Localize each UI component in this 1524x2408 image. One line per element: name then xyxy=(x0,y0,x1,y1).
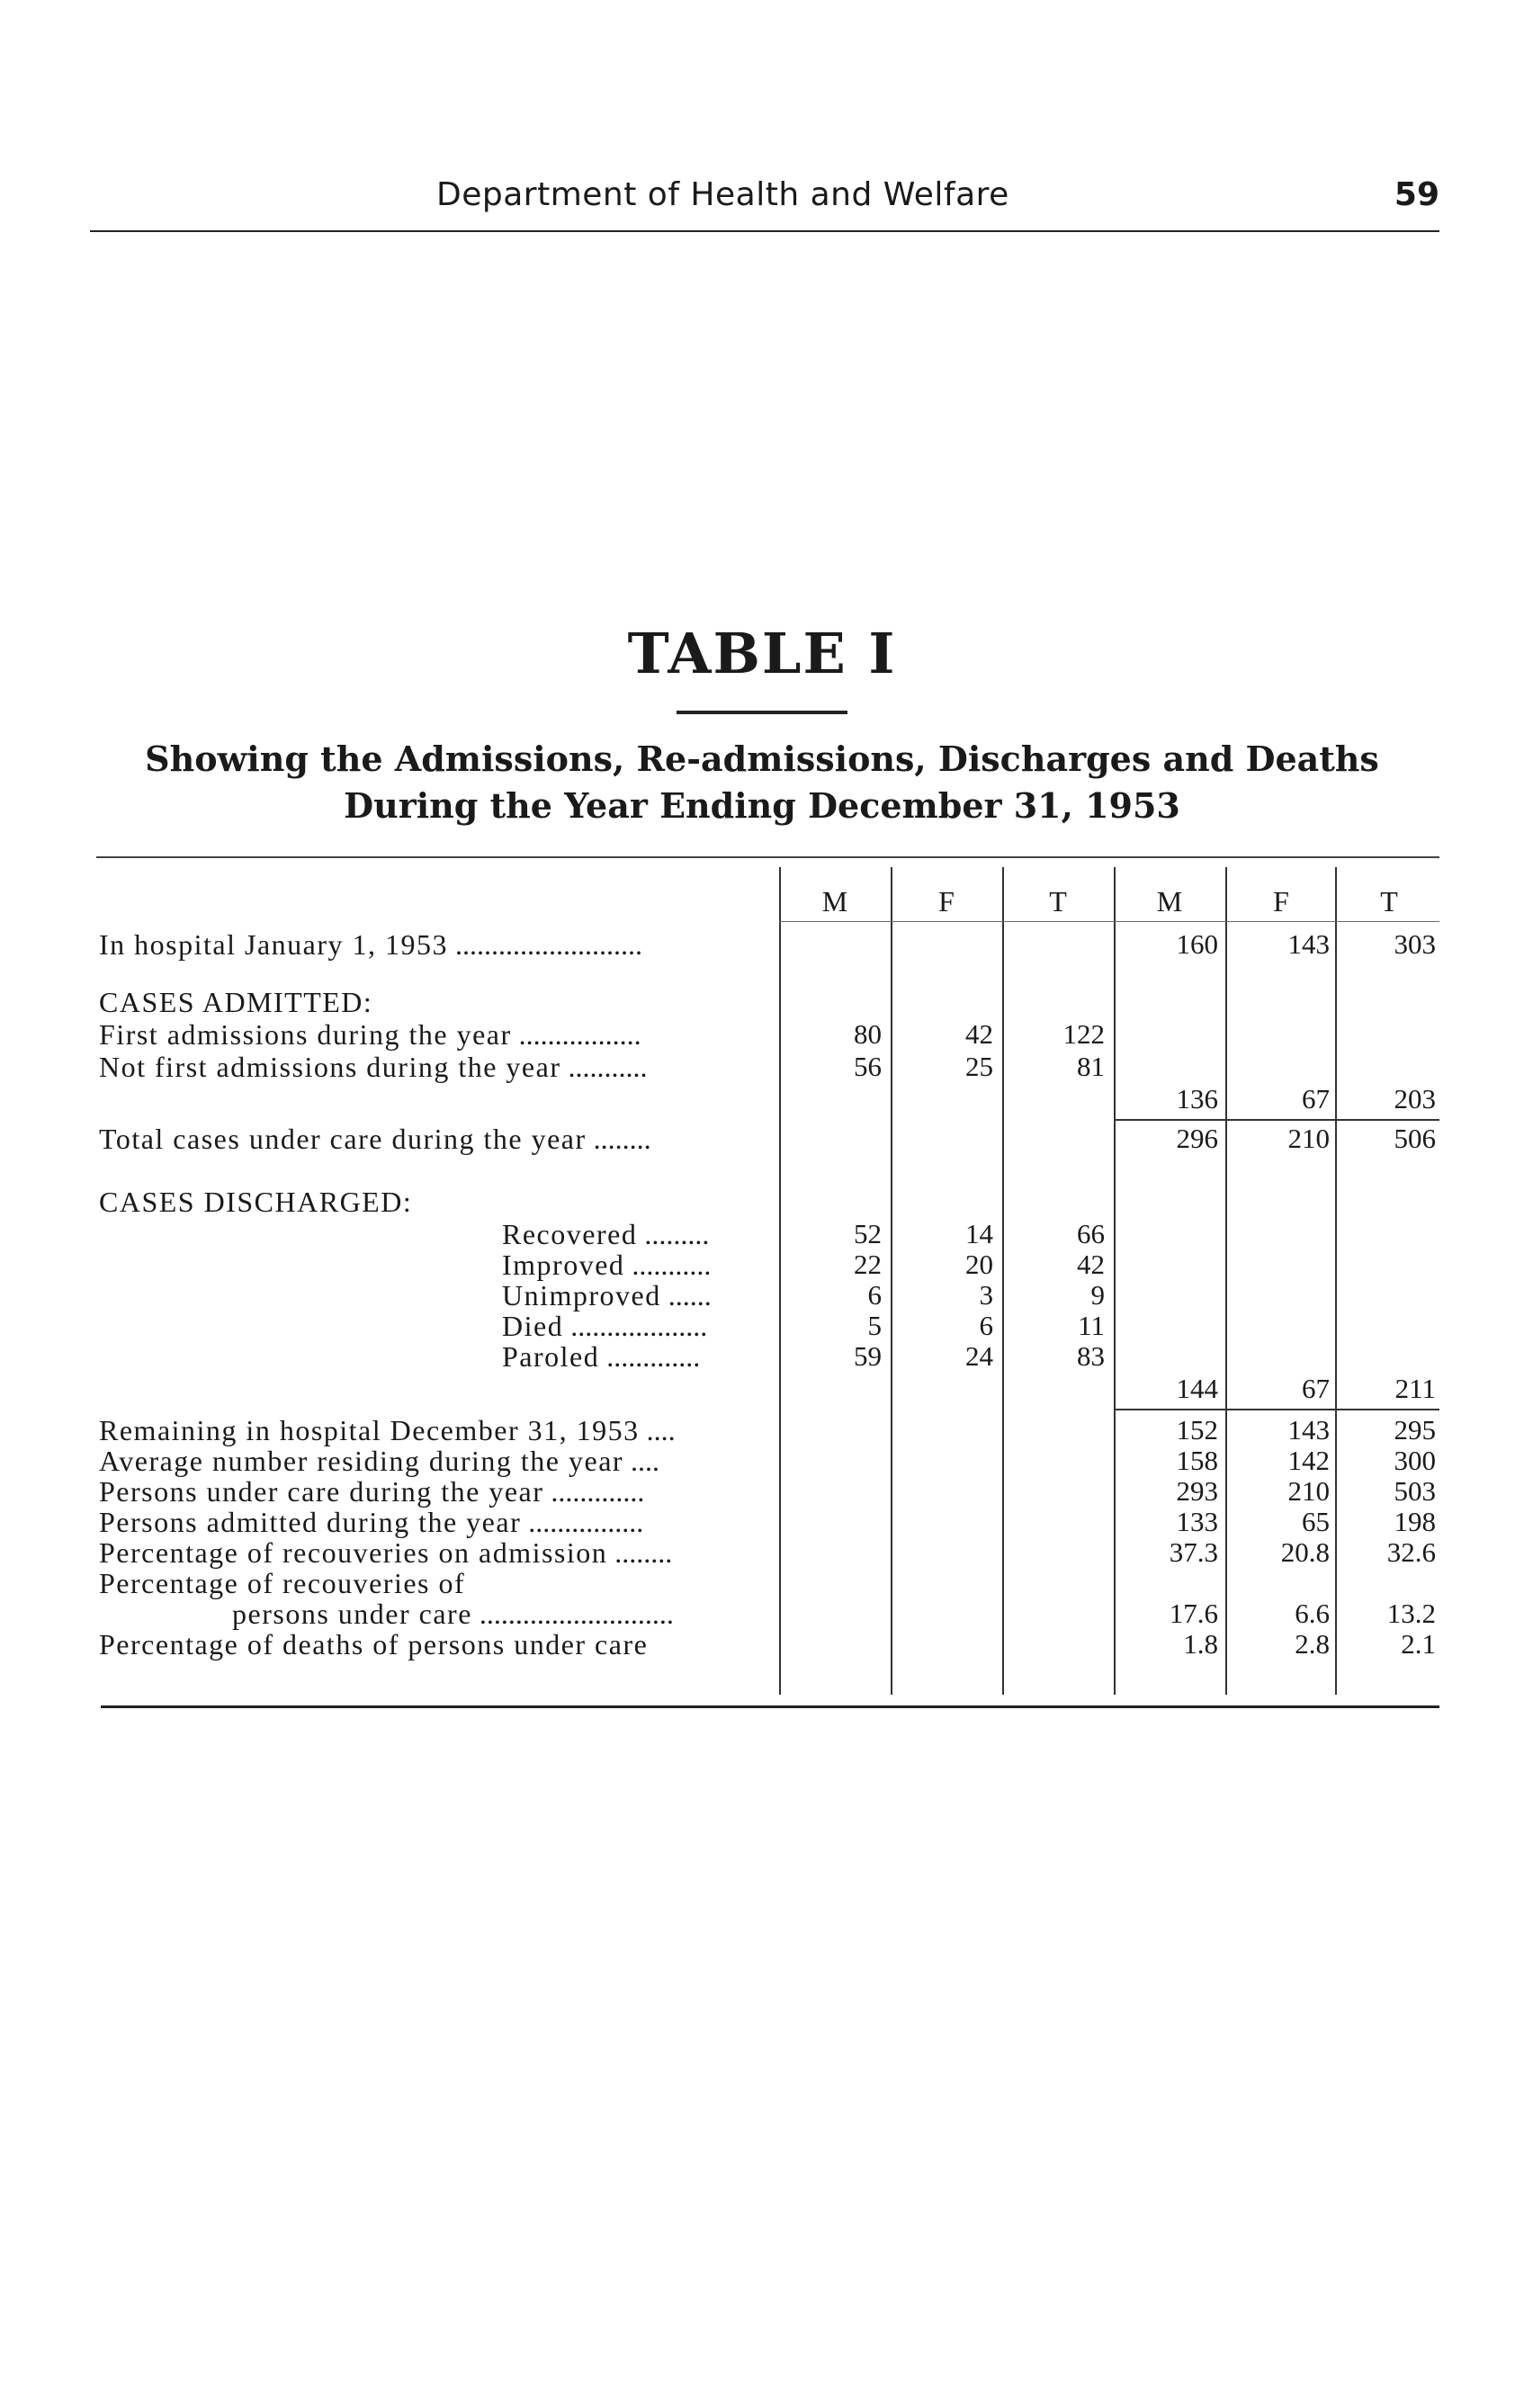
cell-recovered-t: 66 xyxy=(1077,1218,1105,1249)
row-label-total-cases: Total cases under care during the year ........ xyxy=(99,1123,651,1155)
cell-not-first-admissions-t: 81 xyxy=(1077,1051,1105,1082)
subtitle-line-2: During the Year Ending December 31, 1953 xyxy=(344,785,1180,826)
column-divider xyxy=(1225,867,1227,1695)
column-header-t: T xyxy=(1049,885,1067,918)
cell-improved-f: 20 xyxy=(965,1249,993,1280)
column-divider xyxy=(1335,867,1337,1695)
cell-died-t: 11 xyxy=(1078,1310,1105,1341)
cell-persons-admitted-t: 198 xyxy=(1394,1506,1436,1537)
cell-not-first-admissions-f: 25 xyxy=(965,1051,993,1082)
cell-in-hospital-m: 160 xyxy=(1176,928,1218,960)
title-rule xyxy=(677,711,847,714)
cell-average-residing-t: 300 xyxy=(1394,1445,1436,1476)
cell-persons-admitted-f: 65 xyxy=(1302,1506,1330,1537)
cell-remaining-m: 152 xyxy=(1176,1414,1218,1446)
cell-pct-deaths-f: 2.8 xyxy=(1295,1628,1330,1660)
row-label-in-hospital: In hospital January 1, 1953 .......................... xyxy=(99,928,642,961)
row-label-average-residing: Average number residing during the year .... xyxy=(99,1445,660,1477)
row-label-not-first-admissions: Not first admissions during the year ........... xyxy=(99,1051,648,1083)
subtitle-line-1: Showing the Admissions, Re-admissions, Discharges and Deaths xyxy=(145,739,1379,779)
table-title: TABLE I xyxy=(627,621,897,686)
cell-discharged-total-m: 144 xyxy=(1176,1373,1218,1404)
column-header-m-total: M xyxy=(1156,885,1183,918)
page-number: 59 xyxy=(1394,176,1439,213)
cell-paroled-t: 83 xyxy=(1077,1340,1105,1372)
running-title: Department of Health and Welfare xyxy=(436,176,1009,213)
cell-total-cases-m: 296 xyxy=(1176,1123,1218,1154)
cell-admitted-total-f: 67 xyxy=(1302,1083,1330,1114)
row-label-paroled: Paroled ............. xyxy=(502,1340,701,1373)
cell-discharged-total-t: 211 xyxy=(1394,1373,1436,1404)
header-underline xyxy=(779,921,1439,922)
difference-rule xyxy=(1116,1409,1439,1410)
row-label-pct-deaths: Percentage of deaths of persons under care xyxy=(99,1628,649,1661)
running-header xyxy=(90,176,1439,221)
cell-admitted-total-t: 203 xyxy=(1394,1083,1436,1114)
cell-pct-recoveries-under-care-t: 13.2 xyxy=(1386,1598,1436,1629)
cell-average-residing-m: 158 xyxy=(1176,1445,1218,1476)
row-label-unimproved: Unimproved ...... xyxy=(502,1279,712,1311)
cell-died-m: 5 xyxy=(867,1310,882,1341)
row-label-persons-admitted: Persons admitted during the year ................ xyxy=(99,1506,644,1538)
cell-unimproved-f: 3 xyxy=(979,1279,993,1311)
row-label-pct-recoveries-under-care-line2: persons under care ........................... xyxy=(232,1598,674,1630)
cell-pct-deaths-m: 1.8 xyxy=(1183,1628,1218,1660)
column-header-f-total: F xyxy=(1273,885,1289,918)
sum-rule xyxy=(1116,1119,1439,1121)
table-bottom-rule xyxy=(101,1705,1439,1708)
row-label-persons-under-care: Persons under care during the year ............. xyxy=(99,1475,645,1508)
section-heading-cases-admitted: CASES ADMITTED: xyxy=(99,986,373,1018)
section-heading-cases-discharged: CASES DISCHARGED: xyxy=(99,1186,413,1218)
cell-recovered-m: 52 xyxy=(854,1218,882,1249)
cell-discharged-total-f: 67 xyxy=(1302,1373,1330,1404)
row-label-first-admissions: First admissions during the year ................. xyxy=(99,1018,641,1051)
cell-improved-t: 42 xyxy=(1077,1249,1105,1280)
cell-admitted-total-m: 136 xyxy=(1176,1083,1218,1114)
cell-remaining-f: 143 xyxy=(1287,1414,1330,1446)
cell-first-admissions-t: 122 xyxy=(1062,1018,1105,1050)
cell-not-first-admissions-m: 56 xyxy=(854,1051,882,1082)
cell-died-f: 6 xyxy=(979,1310,993,1341)
cell-improved-m: 22 xyxy=(854,1249,882,1280)
cell-persons-under-care-f: 210 xyxy=(1287,1475,1330,1507)
cell-pct-recoveries-admission-f: 20.8 xyxy=(1280,1536,1330,1568)
row-label-remaining: Remaining in hospital December 31, 1953 .... xyxy=(99,1414,676,1446)
cell-paroled-m: 59 xyxy=(854,1340,882,1372)
cell-pct-recoveries-under-care-f: 6.6 xyxy=(1295,1598,1330,1629)
table-subtitle xyxy=(0,736,1524,829)
column-header-t-total: T xyxy=(1380,885,1398,918)
column-divider xyxy=(779,867,781,1695)
column-header-f: F xyxy=(938,885,955,918)
cell-unimproved-m: 6 xyxy=(867,1279,882,1311)
cell-pct-recoveries-under-care-m: 17.6 xyxy=(1169,1598,1218,1629)
cell-pct-recoveries-admission-m: 37.3 xyxy=(1169,1536,1218,1568)
cell-recovered-f: 14 xyxy=(965,1218,993,1249)
column-header-m: M xyxy=(821,885,848,918)
cell-unimproved-t: 9 xyxy=(1090,1279,1105,1311)
row-label-improved: Improved ........... xyxy=(502,1249,712,1281)
cell-average-residing-f: 142 xyxy=(1287,1445,1330,1476)
row-label-pct-recoveries-admission: Percentage of recouveries on admission ........ xyxy=(99,1536,673,1569)
cell-in-hospital-t: 303 xyxy=(1394,928,1436,960)
row-label-died: Died ................... xyxy=(502,1310,708,1342)
row-label-recovered: Recovered ......... xyxy=(502,1218,710,1250)
cell-first-admissions-m: 80 xyxy=(854,1018,882,1050)
cell-persons-admitted-m: 133 xyxy=(1176,1506,1218,1537)
cell-pct-recoveries-admission-t: 32.6 xyxy=(1386,1536,1436,1568)
cell-in-hospital-f: 143 xyxy=(1287,928,1330,960)
table-top-rule xyxy=(96,856,1439,858)
column-divider xyxy=(1114,867,1116,1695)
cell-remaining-t: 295 xyxy=(1394,1414,1436,1446)
cell-persons-under-care-t: 503 xyxy=(1394,1475,1436,1507)
header-rule xyxy=(90,230,1439,232)
cell-total-cases-t: 506 xyxy=(1394,1123,1436,1154)
cell-total-cases-f: 210 xyxy=(1287,1123,1330,1154)
column-divider xyxy=(1002,867,1004,1695)
cell-paroled-f: 24 xyxy=(965,1340,993,1372)
cell-persons-under-care-m: 293 xyxy=(1176,1475,1218,1507)
row-label-pct-recoveries-under-care-line1: Percentage of recouveries of xyxy=(99,1567,466,1599)
cell-pct-deaths-t: 2.1 xyxy=(1401,1628,1436,1660)
column-divider xyxy=(891,867,892,1695)
cell-first-admissions-f: 42 xyxy=(965,1018,993,1050)
